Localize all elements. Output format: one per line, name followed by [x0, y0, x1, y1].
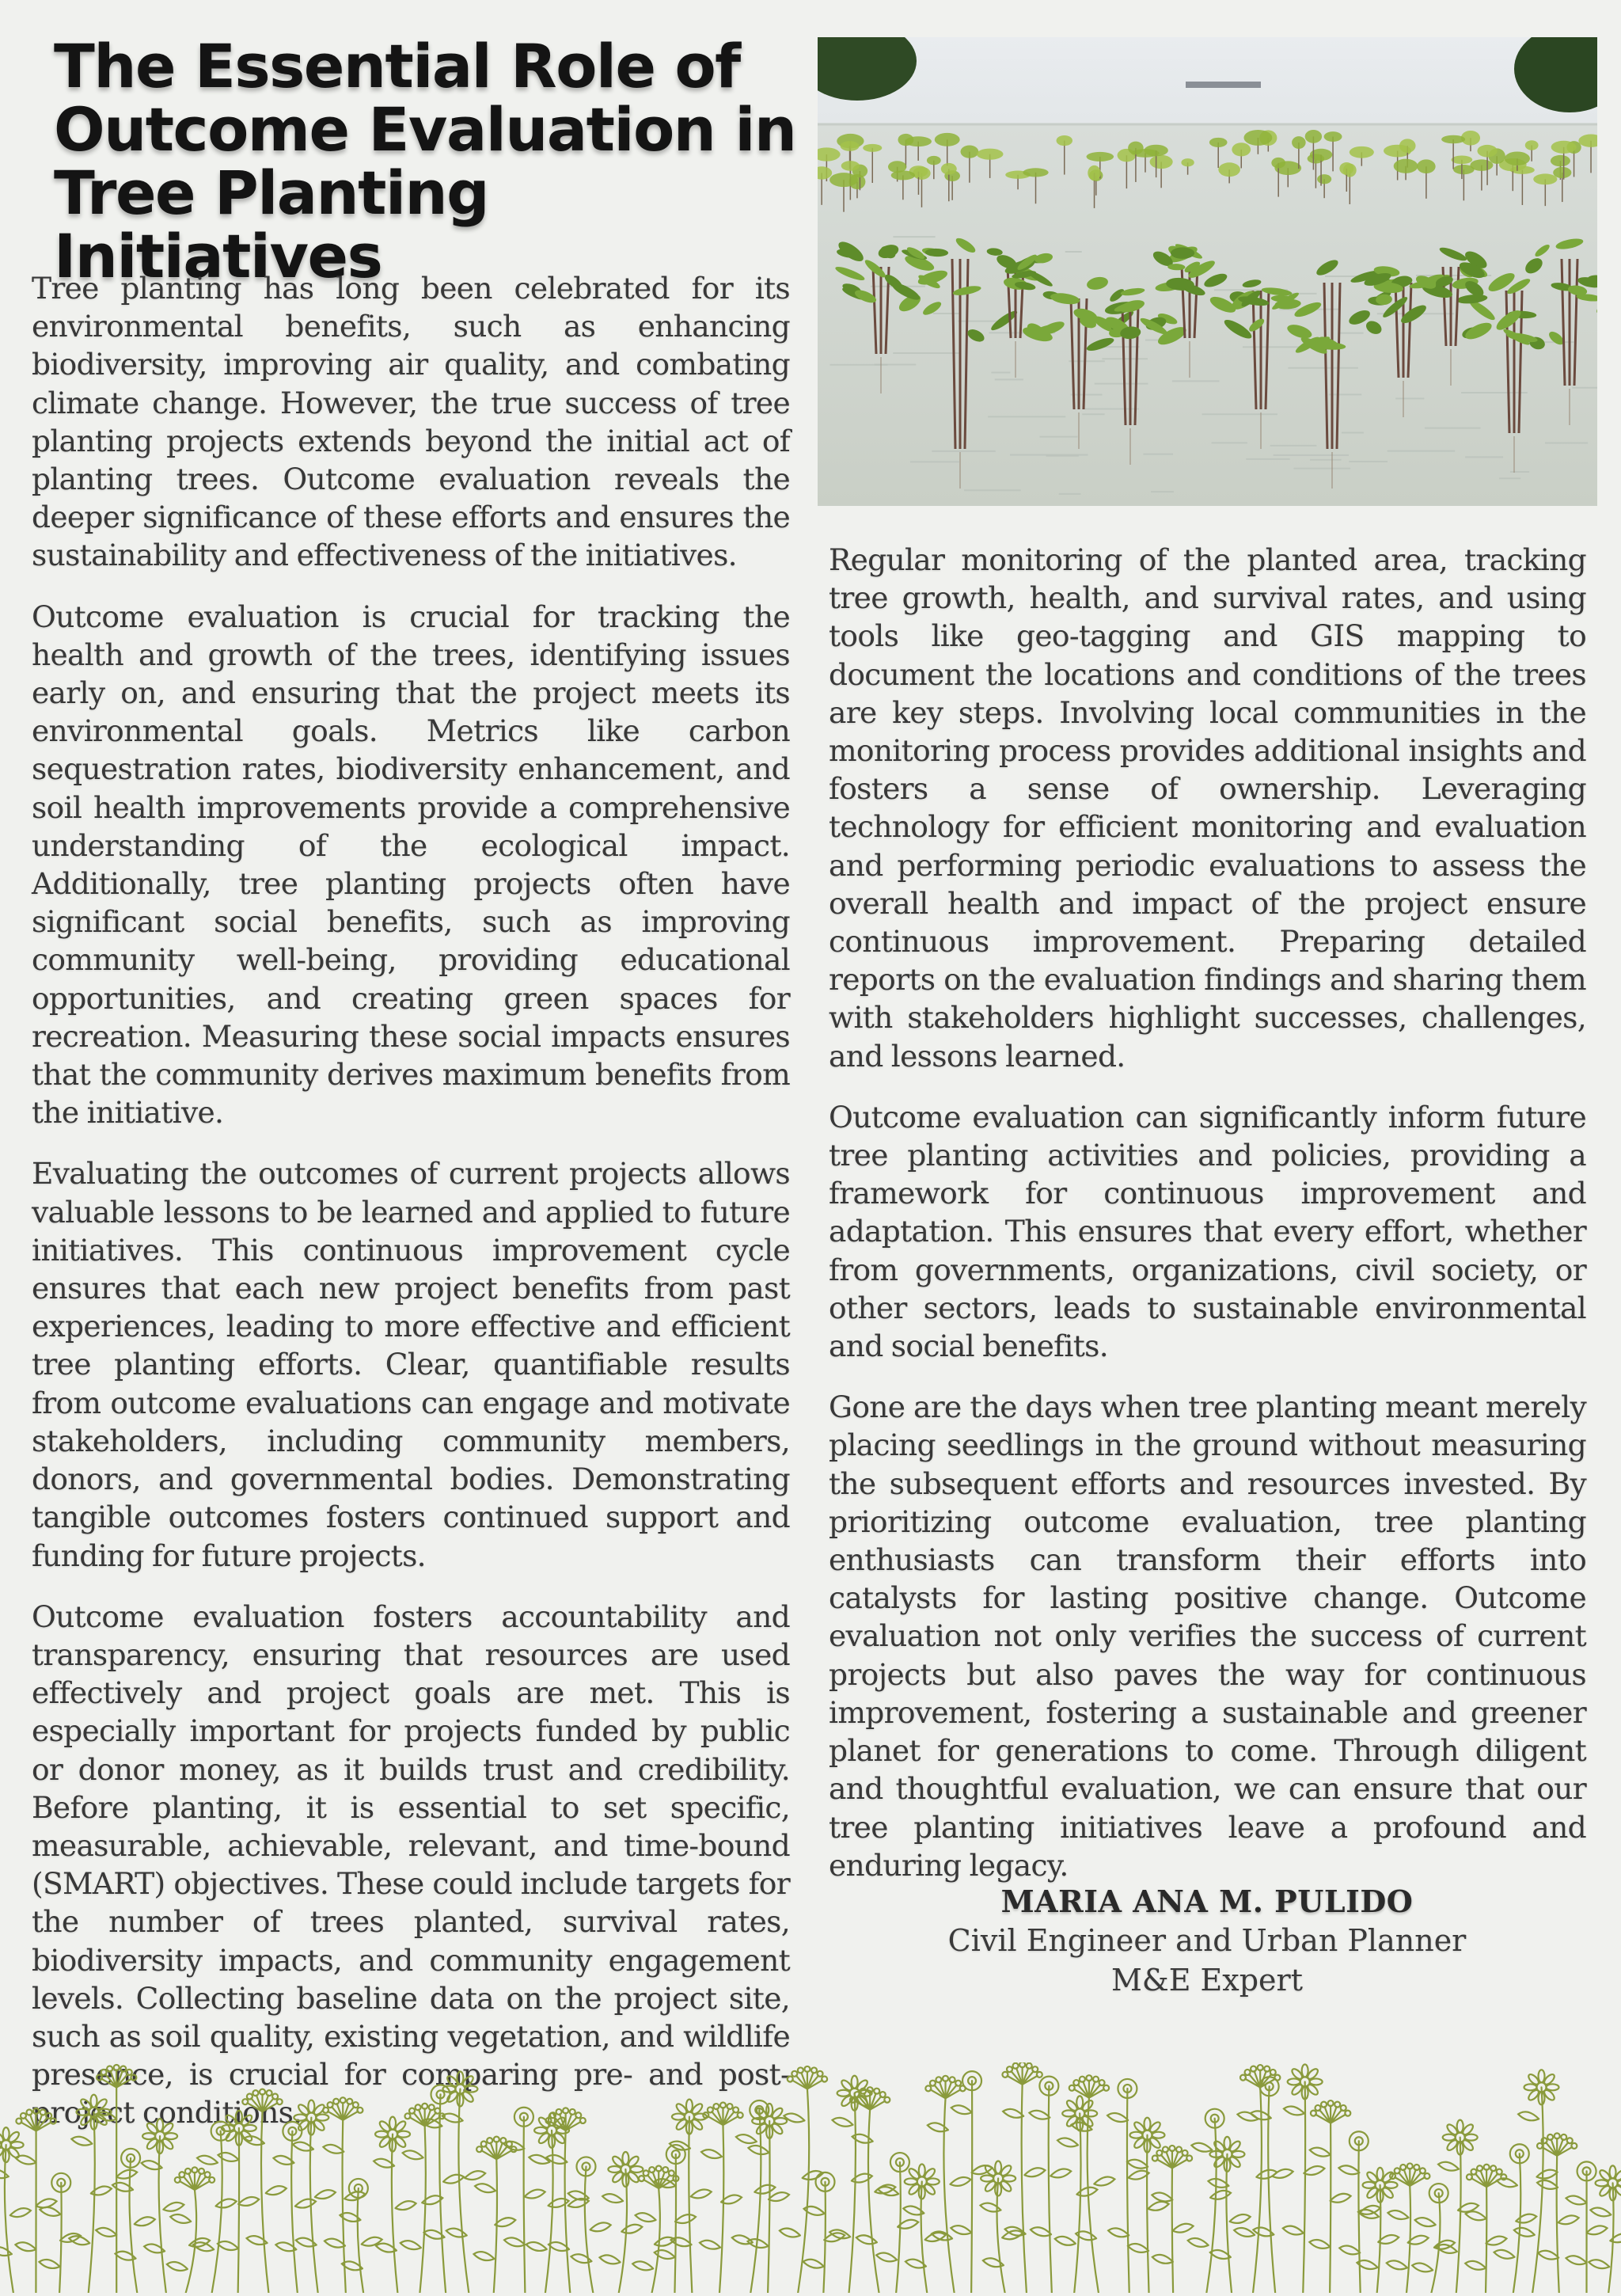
wildflower-border	[0, 2062, 1621, 2293]
paragraph: Outcome evaluation fosters accountability and transparency, ensuring that resources are used effectively and project goals are met. This is especially important for projects funded by public or donor money, as it builds trust and credibility. Before planting, it is essential to set specific, measurable, achievable, relevant, and time-bound (SMART) objectives. These could include targets for the number of trees planted, survival rates, biodiversity impacts, and community engagement levels. Collecting baseline data on the project site, such as soil quality, existing vegetation, and wildlife presence, is crucial for comparing pre- and post-project conditions.	[32, 1598, 790, 2132]
mangrove-seedlings-photo	[818, 37, 1597, 506]
paragraph: Outcome evaluation is crucial for tracking the health and growth of the trees, identifying issues early on, and ensuring that the project meets its environmental goals. Metrics like carbon sequestration rates, biodiversity enhancement, and soil health improvements provide a comprehensive understanding of the ecological impact. Additionally, tree planting projects often have significant social benefits, such as improving community well-being, providing educational opportunities, and creating green spaces for recreation. Measuring these social impacts ensures that the community derives maximum benefits from the initiative.	[32, 598, 790, 1132]
paragraph: Evaluating the outcomes of current projects allows valuable lessons to be learned and applied to future initiatives. This continuous improvement cycle ensures that each new project benefits from past experiences, leading to more effective and efficient tree planting efforts. Clear, quantifiable results from outcome evaluations can engage and motivate stakeholders, including community members, donors, and governmental bodies. Demonstrating tangible outcomes fosters continued support and funding for future projects.	[32, 1154, 790, 1574]
left-column	[32, 269, 790, 2155]
author-expertise: M&E Expert	[823, 1960, 1591, 2000]
author-signature	[823, 1883, 1591, 2000]
paragraph: Gone are the days when tree planting meant merely placing seedlings in the ground without measuring the subsequent efforts and resources invested. By prioritizing outcome evaluation, tree planting enthusiasts can transform their efforts into catalysts for lasting positive change. Outcome evaluation not only verifies the success of current projects but also paves the way for continuous improvement, fostering a sustainable and greener planet for generations to come. Through diligent and thoughtful evaluation, we can ensure that our tree planting initiatives leave a profound and enduring legacy.	[829, 1388, 1586, 1884]
page-title: The Essential Role of Outcome Evaluation in Tree Planting Initiatives	[54, 35, 806, 288]
paragraph: Regular monitoring of the planted area, tracking tree growth, health, and survival rates, and using tools like geo-tagging and GIS mapping to document the locations and conditions of the trees are key steps. Involving local communities in the monitoring process provides additional insights and fosters a sense of ownership. Leveraging technology for efficient monitoring and evaluation and performing periodic evaluations to assess the overall health and impact of the project ensure continuous improvement. Preparing detailed reports on the evaluation findings and sharing them with stakeholders highlight successes, challenges, and lessons learned.	[829, 541, 1586, 1075]
author-role: Civil Engineer and Urban Planner	[823, 1921, 1591, 1960]
right-column	[829, 541, 1586, 1907]
paragraph: Outcome evaluation can significantly inform future tree planting activities and policies, providing a framework for continuous improvement and adaptation. This ensures that every effort, whether from governments, organizations, civil society, or other sectors, leads to sustainable environmental and social benefits.	[829, 1098, 1586, 1365]
author-name: MARIA ANA M. PULIDO	[823, 1883, 1591, 1921]
paragraph: Tree planting has long been celebrated for its environmental benefits, such as enhancing biodiversity, improving air quality, and combating climate change. However, the true success of tree planting projects extends beyond the initial act of planting trees. Outcome evaluation reveals the deeper significance of these efforts and ensures the sustainability and effectiveness of the initiatives.	[32, 269, 790, 575]
